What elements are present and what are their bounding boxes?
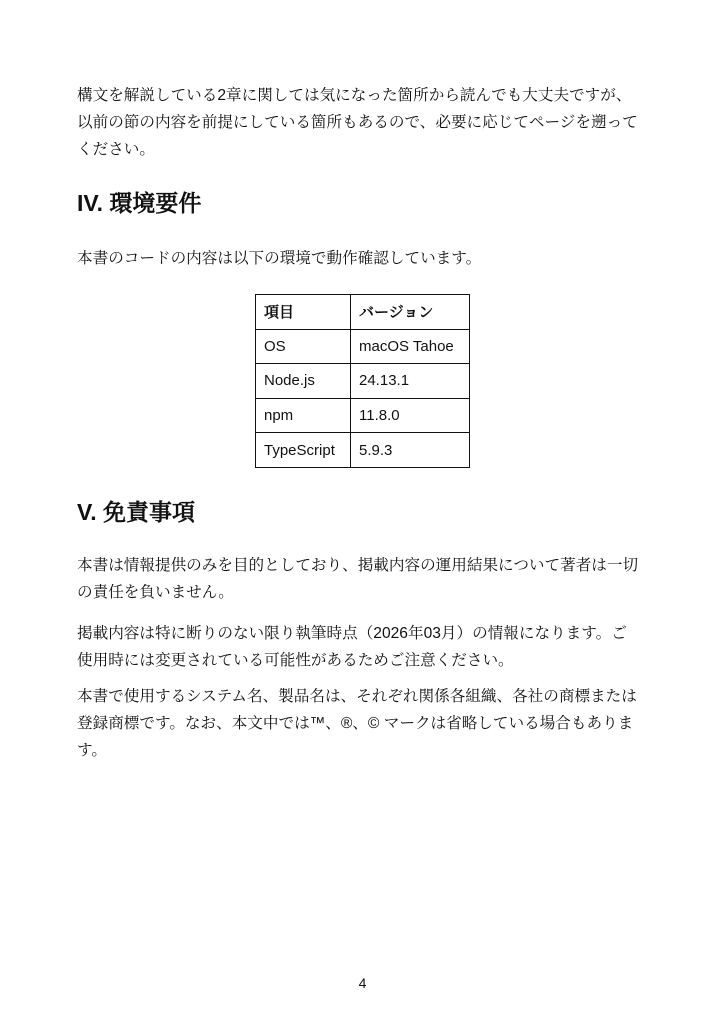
table-cell-version: 5.9.3 xyxy=(351,433,470,468)
text-line: 使用時には変更されている可能性があるためご注意ください。 xyxy=(77,652,514,669)
environment-table xyxy=(255,294,470,468)
text-line: ください。 xyxy=(77,141,155,158)
table-cell-version: 11.8.0 xyxy=(351,398,470,433)
disclaimer-paragraph-3 xyxy=(77,683,657,764)
text-line: す。 xyxy=(77,742,107,759)
text-line: 本書のコードの内容は以下の環境で動作確認しています。 xyxy=(77,250,482,267)
table-cell-item: Node.js xyxy=(256,364,351,399)
table-row xyxy=(256,433,470,468)
section-heading-environment: IV. 環境要件 xyxy=(77,190,202,216)
table-row xyxy=(256,329,470,364)
text-line: 以前の節の内容を前提にしている箇所もあるので、必要に応じてページを遡って xyxy=(77,114,638,131)
table-cell-version: macOS Tahoe xyxy=(351,329,470,364)
disclaimer-paragraph-1 xyxy=(77,552,657,606)
table-cell-version: 24.13.1 xyxy=(351,364,470,399)
table-header-row xyxy=(256,295,470,330)
text-line: 掲載内容は特に断りのない限り執筆時点（2026年03月）の情報になります。ご xyxy=(77,625,627,642)
intro-paragraph xyxy=(77,82,657,163)
table-header-version: バージョン xyxy=(351,295,470,330)
table-cell-item: npm xyxy=(256,398,351,433)
table-row xyxy=(256,364,470,399)
page-number: 4 xyxy=(358,975,367,991)
table-row xyxy=(256,398,470,433)
environment-paragraph xyxy=(77,245,657,272)
disclaimer-paragraph-2 xyxy=(77,620,657,674)
table-cell-item: TypeScript xyxy=(256,433,351,468)
table-header-item: 項目 xyxy=(256,295,351,330)
text-line: 登録商標です。なお、本文中では™、®、© マークは省略している場合もありま xyxy=(77,715,634,732)
text-line: 本書は情報提供のみを目的としており、掲載内容の運用結果について著者は一切 xyxy=(77,557,639,574)
text-line: 本書で使用するシステム名、製品名は、それぞれ関係各組織、各社の商標または xyxy=(77,688,637,705)
text-line: 構文を解説している2章に関しては気になった箇所から読んでも大丈夫ですが、 xyxy=(77,87,632,104)
table-cell-item: OS xyxy=(256,329,351,364)
section-heading-disclaimer: V. 免責事項 xyxy=(77,499,196,525)
text-line: の責任を負いません。 xyxy=(77,584,234,601)
